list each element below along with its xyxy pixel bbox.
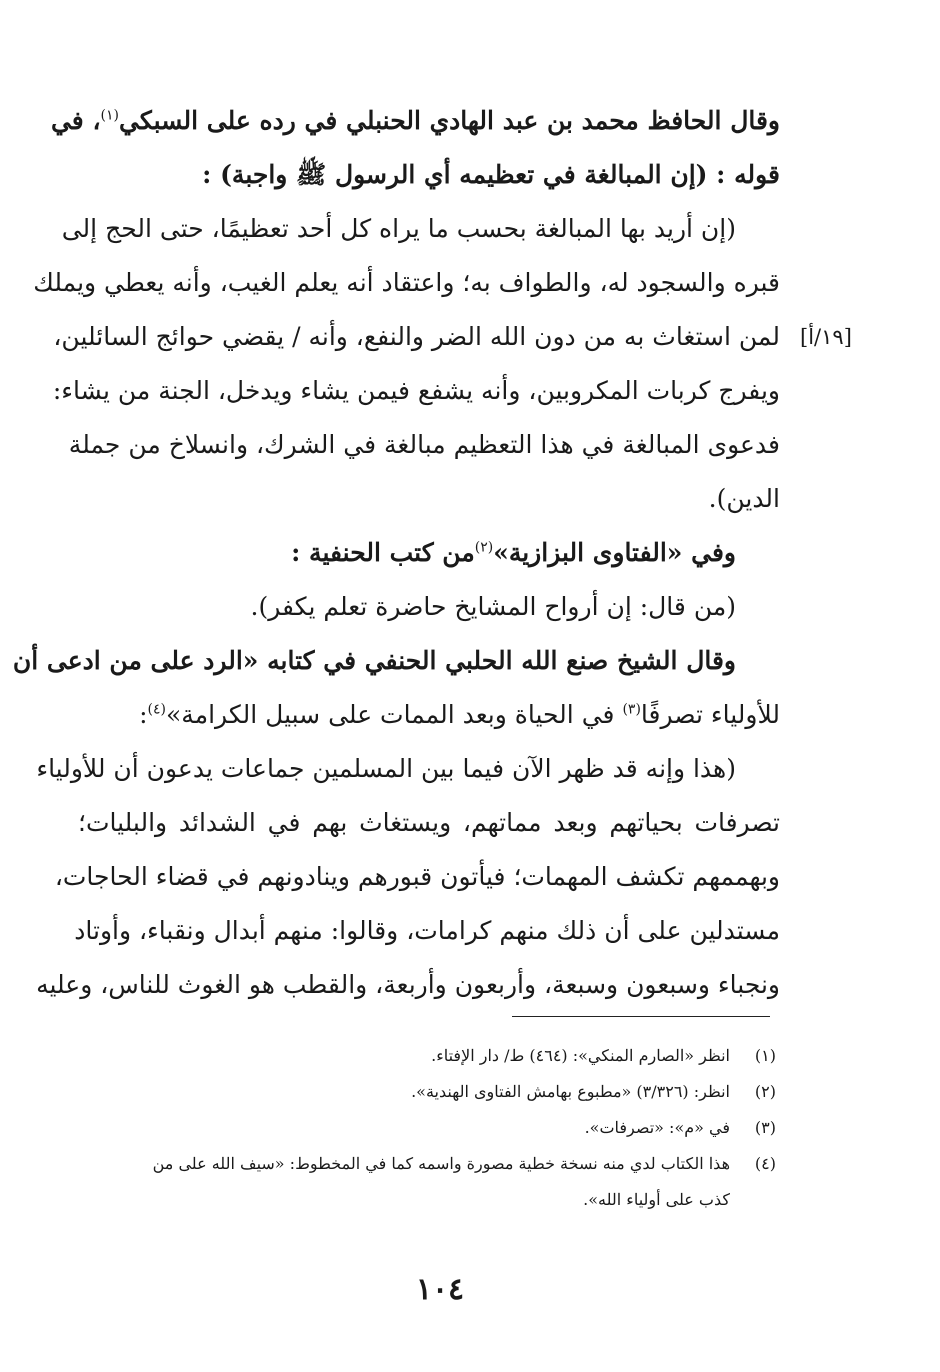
text-line: [52, 364, 780, 418]
text-run: الدين).: [708, 484, 780, 513]
footnote: [76, 1038, 776, 1074]
text-run: وفي «الفتاوى البزازية»: [493, 538, 736, 567]
text-line: [78, 796, 780, 850]
footnote: [76, 1110, 776, 1146]
footnote-number: (١): [754, 1046, 776, 1065]
footnote-number: (٢): [754, 1082, 776, 1101]
text-run: :: [139, 700, 148, 729]
text-run: وقال الحافظ محمد بن عبد الهادي الحنبلي في رده على السبكي: [119, 106, 780, 135]
footnote-reference: (٣): [622, 701, 641, 718]
footnote-reference: (٢): [474, 539, 494, 556]
text-line: [78, 472, 780, 526]
footnote-number: (٣): [754, 1118, 776, 1137]
text-run: ، في: [50, 106, 101, 135]
text-run: (من قال: إن أرواح المشايخ حاضرة تعلم يكفر).: [250, 592, 736, 621]
text-run: وبهممهم تكشف المهمات؛ فيأتون قبورهم وينادونهم في قضاء الحاجات،: [54, 862, 780, 891]
text-line: [53, 310, 780, 364]
text-line: [12, 634, 780, 688]
text-run: وقال الشيخ صنع الله الحلبي الحنفي في كتابه «الرد على من ادعى أن: [12, 646, 736, 675]
text-run: من كتب الحنفية :: [291, 538, 475, 567]
footnotes: [76, 1038, 776, 1218]
main-text: [12, 94, 780, 1012]
text-run: (هذا وإنه قد ظهر الآن فيما بين المسلمين جماعات يدعون أن للأولياء: [36, 754, 736, 783]
footnote-text: في «م»: «تصرفات».: [584, 1118, 730, 1137]
footnote-reference: (١): [100, 107, 119, 124]
footnote-text: كذب على أولياء الله».: [583, 1190, 730, 1209]
text-line: [78, 688, 780, 742]
manuscript-folio-marker: [١٩/أ]: [800, 325, 852, 349]
text-line: [33, 256, 780, 310]
footnote: [76, 1074, 776, 1110]
text-line: [78, 526, 780, 580]
text-run: ويفرج كربات المكروبين، وأنه يشفع فيمن يشاء ويدخل، الجنة من يشاء:: [52, 376, 780, 405]
text-run: (إن أريد بها المبالغة بحسب ما يراه كل أحد تعظيمًا، حتى الحج إلى: [61, 214, 736, 243]
footnote-text: هذا الكتاب لدي منه نسخة خطية مصورة واسمه كما في المخطوط: «سيف الله على من: [152, 1154, 730, 1173]
text-run: قبره والسجود له، والطواف به؛ واعتقاد أنه يعلم الغيب، وأنه يعطي ويملك: [33, 268, 780, 297]
footnote-separator: [512, 1016, 770, 1017]
text-run: فدعوى المبالغة في هذا التعظيم مبالغة في الشرك، وانسلاخ من جملة: [68, 430, 780, 459]
text-line: [54, 850, 780, 904]
text-line: [61, 202, 780, 256]
text-run: لمن استغاث به من دون الله الضر والنفع، وأنه / يقضي حوائج السائلين،: [53, 322, 780, 351]
footnote-reference: (٤): [147, 701, 167, 718]
text-run: مستدلين على أن ذلك منهم كرامات، وقالوا: منهم أبدال ونقباء، وأوتاد: [74, 916, 780, 945]
text-line: [50, 94, 780, 148]
text-run: تصرفات بحياتهم وبعد مماتهم، ويستغاث بهم في الشدائد والبليات؛: [78, 808, 780, 837]
text-line: [74, 904, 780, 958]
text-line: [78, 148, 780, 202]
footnote: [76, 1146, 776, 1218]
text-line: [68, 418, 780, 472]
footnote-text: انظر: (٣/٣٢٦) «مطبوع بهامش الفتاوى الهندية».: [411, 1082, 730, 1101]
text-line: [36, 742, 780, 796]
footnote-number: (٤): [754, 1154, 776, 1173]
text-run: قوله : (إن المبالغة في تعظيمه أي الرسول ﷺ واجبة) :: [202, 160, 780, 189]
text-run: للأولياء تصرفًا: [640, 700, 780, 729]
footnote-text: انظر «الصارم المنكي»: (٤٦٤) ط/ دار الإفتاء.: [431, 1046, 730, 1065]
text-line: [36, 958, 780, 1012]
text-run: في الحياة وبعد الممات على سبيل الكرامة»: [166, 700, 623, 729]
text-line: [78, 580, 780, 634]
text-run: ونجباء وسبعون وسبعة، وأربعون وأربعة، والقطب هو الغوث للناس، وعليه: [36, 970, 780, 999]
page-number: ١٠٤: [415, 1272, 465, 1307]
